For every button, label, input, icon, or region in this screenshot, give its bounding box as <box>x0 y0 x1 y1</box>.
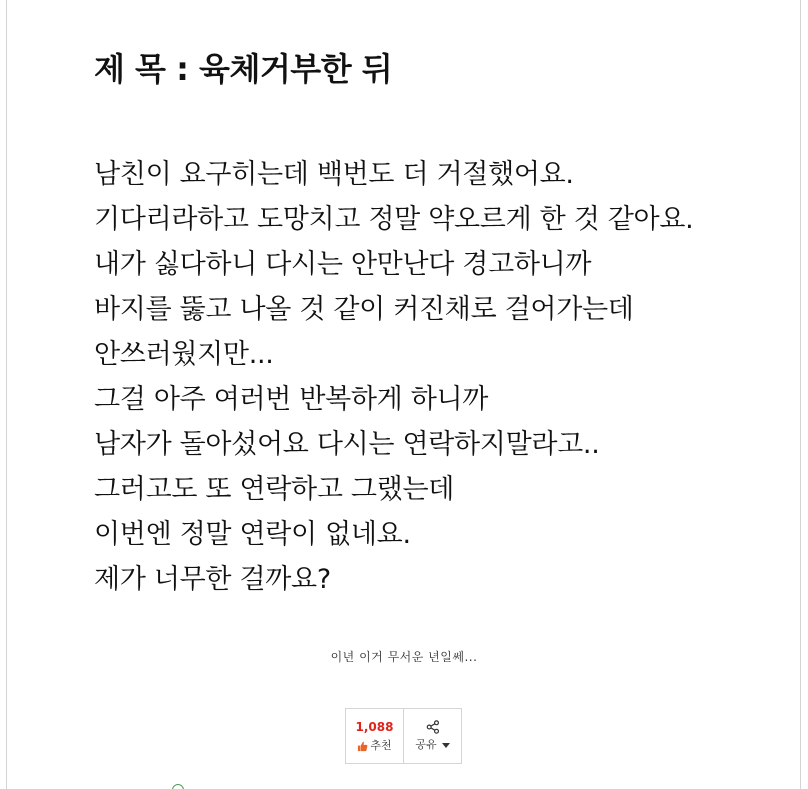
recommend-button[interactable] <box>346 709 404 763</box>
thumbs-up-icon <box>357 741 368 752</box>
post-comment: 이년 이거 무서운 년일쎄... <box>330 650 478 664</box>
post-line: 제가 너무한 걸까요? <box>94 564 331 595</box>
post-line: 남자가 돌아섰어요 다시는 연락하지말라고.. <box>94 429 600 460</box>
post-line: 바지를 뚫고 나올 것 같이 커진채로 걸어가는데 <box>94 294 634 325</box>
recommend-count: 1,088 <box>355 720 394 734</box>
recommend-row <box>357 739 391 753</box>
action-box <box>345 708 462 764</box>
share-label: 공유 <box>415 738 437 751</box>
post-line: 남친이 요구히는데 백번도 더 거절했어요. <box>94 159 574 190</box>
footer-notice <box>172 783 636 789</box>
post-line: 내가 싫다하니 다시는 안만난다 경고하니까 <box>94 249 592 280</box>
post-line: 그걸 아주 여러번 반복하게 하니까 <box>94 384 489 415</box>
recommend-label: 추천 <box>370 739 392 752</box>
post-line: 기다리라하고 도망치고 정말 약오르게 한 것 같아요. <box>94 204 694 235</box>
post-line: 안쓰러웠지만... <box>94 339 274 370</box>
post-title: 제 목 : 육체거부한 뒤 <box>94 50 393 88</box>
share-row <box>415 738 449 752</box>
info-icon <box>172 784 184 789</box>
post-image <box>94 46 734 595</box>
post-line: 이번엔 정말 연락이 없네요. <box>94 519 411 550</box>
caret-down-icon <box>442 743 450 748</box>
post-body <box>94 152 693 602</box>
post-line: 그러고도 또 연락하고 그랬는데 <box>94 474 455 505</box>
share-icon <box>426 720 440 734</box>
share-button[interactable] <box>404 709 461 763</box>
